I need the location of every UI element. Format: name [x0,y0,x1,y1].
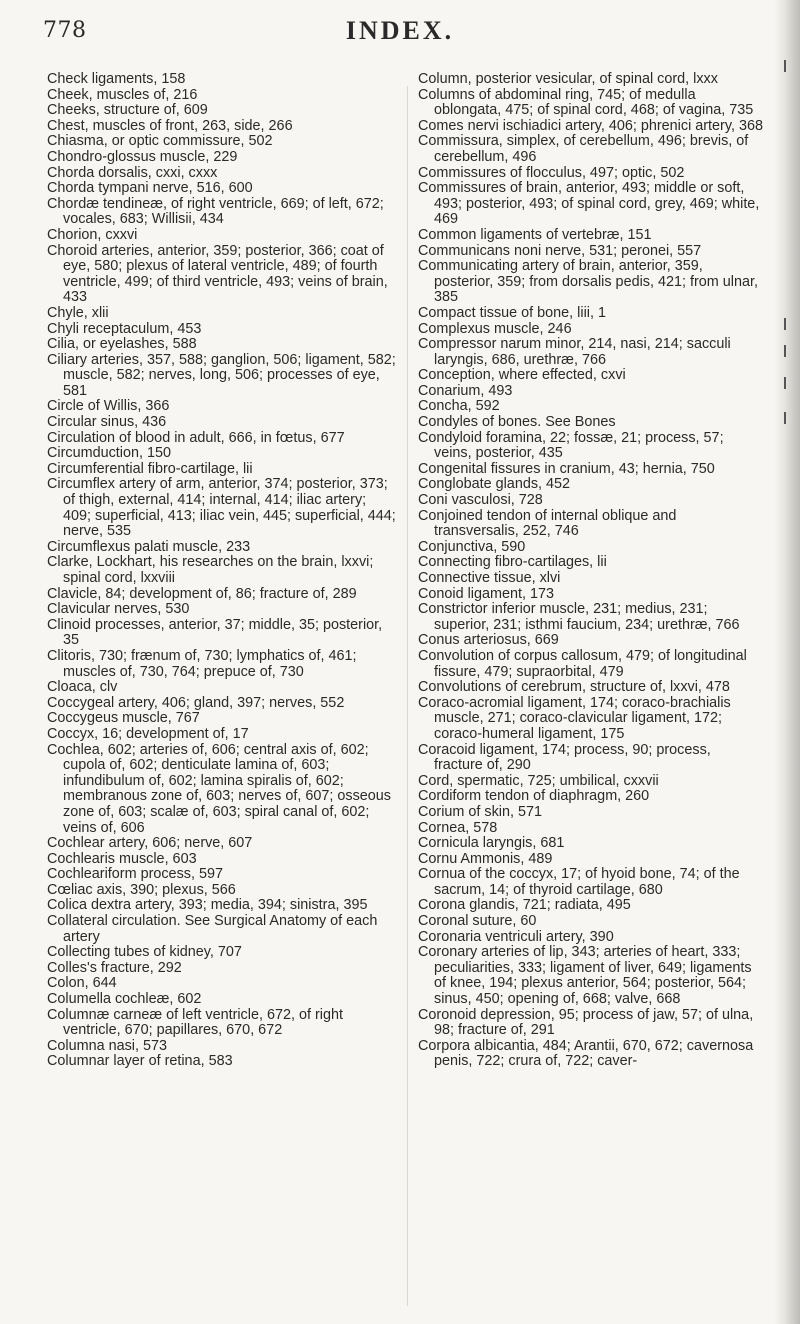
index-entry: Cœliac axis, 390; plexus, 566 [47,881,236,898]
index-entry: Cord, spermatic, 725; umbilical, cxxvii [418,772,659,789]
index-entry: Coronoid depression, 95; process of jaw, 57; of ulna, 98; fracture of, 291 [418,1006,754,1039]
index-entry: Chordæ tendineæ, of right ventricle, 669; of left, 672; vocales, 683; Willisii, 434 [47,195,384,228]
index-entry: Cochleariform process, 597 [47,866,223,883]
index-entry: Cornea, 578 [418,819,498,836]
edge-mark [784,377,790,389]
index-entry: Chorda dorsalis, cxxi, cxxx [47,164,218,181]
index-entry: Condyles of bones. See Bones [418,414,616,431]
index-entry: Convolution of corpus callosum, 479; of longitudinal fissure, 479; supraorbital, 479 [418,647,747,680]
index-entry: Cheeks, structure of, 609 [47,102,208,119]
index-entry: Columnar layer of retina, 583 [47,1053,233,1070]
index-entry: Coronary arteries of lip, 343; arteries of heart, 333; peculiarities, 333; ligament of liver, 649; ligaments of knee, 194; plexus anterior, 564; posterior, 564; sinus, 450; opening of, 668; valve, 668 [418,944,752,1008]
index-entry: Congenital fissures in cranium, 43; hernia, 750 [418,460,715,477]
index-entry: Choroid arteries, anterior, 359; posterior, 366; coat of eye, 580; plexus of lateral ventricle, 489; of fourth ventricle, 499; of third ventricle, 493; veins of brain, 433 [47,242,388,306]
column-divider [407,86,408,1306]
index-entry: Circumflexus palati muscle, 233 [47,538,251,555]
index-entry: Conjunctiva, 590 [418,538,526,555]
index-entry: Columella cochleæ, 602 [47,991,202,1008]
index-entry: Conus arteriosus, 669 [418,632,559,649]
running-head: INDEX. [345,16,455,45]
index-entry: Corium of skin, 571 [418,803,542,820]
index-entry: Coccygeal artery, 406; gland, 397; nerves, 552 [47,694,345,711]
index-entry: Coracoid ligament, 174; process, 90; process, fracture of, 290 [418,741,711,774]
index-entry: Coni vasculosi, 728 [418,492,543,509]
index-entry: Colica dextra artery, 393; media, 394; sinistra, 395 [47,897,368,914]
index-entry: Chest, muscles of front, 263, side, 266 [47,117,293,134]
index-entry: Collecting tubes of kidney, 707 [47,944,242,961]
index-entry: Clitoris, 730; frænum of, 730; lymphatics of, 461; muscles of, 730, 764; prepuce of, 730 [47,647,357,680]
index-entry: Coraco-acromial ligament, 174; coraco-brachialis muscle, 271; coraco-clavicular ligament, 172; coraco-humeral ligament, 175 [418,694,731,742]
index-entry: Commissures of brain, anterior, 493; middle or soft, 493; posterior, 493; of spinal cord, grey, 469; white, 469 [418,180,760,228]
index-entry: Chyli receptaculum, 453 [47,320,202,337]
index-entry: Circumduction, 150 [47,445,171,462]
index-entry: Commissura, simplex, of cerebellum, 496; brevis, of cerebellum, 496 [418,133,749,165]
index-entry: Conjoined tendon of internal oblique and transversalis, 252, 746 [418,507,677,540]
index-entry: Communicating artery of brain, anterior, 359, posterior, 359; from dorsalis pedis, 421; from ulnar, 385 [418,258,758,306]
index-entry: Chiasma, or optic commissure, 502 [47,133,273,150]
edge-mark [784,318,790,330]
index-entry: Collateral circulation. See Surgical Anatomy of each artery [47,913,378,945]
index-entry: Common ligaments of vertebræ, 151 [418,226,652,243]
index-entry: Column, posterior vesicular, of spinal cord, lxxx [418,71,718,87]
index-entry: Comes nervi ischiadici artery, 406; phrenici artery, 368 [418,117,763,134]
index-entry: Circumflex artery of arm, anterior, 374; posterior, 373; of thigh, external, 414; internal, 414; iliac artery; 409; superficial, 413; iliac vein, 445; superficial, 444; nerve, 535 [47,476,396,540]
index-entry: Circle of Willis, 366 [47,398,170,415]
index-entry: Communicans noni nerve, 531; peronei, 557 [418,242,702,259]
index-entry: Corpora albicantia, 484; Arantii, 670, 672; cavernosa penis, 722; crura of, 722; caver- [418,1037,754,1070]
index-entry: Cheek, muscles of, 216 [47,86,198,103]
edge-mark [784,412,790,424]
index-entry: Coccyx, 16; development of, 17 [47,725,249,742]
index-column-left [47,72,397,1070]
edge-mark [784,345,790,357]
index-entry: Columns of abdominal ring, 745; of medulla oblongata, 475; of spinal cord, 468; of vagina, 735 [418,86,754,119]
index-entry: Cordiform tendon of diaphragm, 260 [418,788,650,805]
index-entry: Constrictor inferior muscle, 231; medius, 231; superior, 231; isthmi faucium, 234; urethræ, 766 [418,601,740,633]
index-entry: Connecting fibro-cartilages, lii [418,554,607,571]
index-entry: Circumferential fibro-cartilage, lii [47,460,253,477]
index-entry: Compact tissue of bone, liii, 1 [418,304,606,321]
index-entry: Cochlear artery, 606; nerve, 607 [47,835,253,852]
index-entry: Clavicular nerves, 530 [47,601,190,618]
index-entry: Conarium, 493 [418,382,513,399]
index-entry: Columna nasi, 573 [47,1037,167,1054]
index-entry: Chorda tympani nerve, 516, 600 [47,180,253,197]
index-entry: Coccygeus muscle, 767 [47,710,200,727]
index-entry: Colon, 644 [47,975,117,992]
index-entry: Chyle, xlii [47,304,109,321]
index-entry: Convolutions of cerebrum, structure of, lxxvi, 478 [418,679,730,696]
index-entry: Colles's fracture, 292 [47,959,182,976]
index-entry: Check ligaments, 158 [47,71,186,87]
index-entry: Circulation of blood in adult, 666, in fœtus, 677 [47,429,345,446]
index-entry: Complexus muscle, 246 [418,320,572,337]
index-entry: Clavicle, 84; development of, 86; fracture of, 289 [47,585,357,602]
index-entry: Columnæ carneæ of left ventricle, 672, of right ventricle, 670; papillares, 670, 672 [47,1006,343,1039]
index-entry: Cloaca, clv [47,679,118,696]
index-column-right [418,72,763,1070]
index-entry: Concha, 592 [418,398,500,415]
index-entry: Conoid ligament, 173 [418,585,555,602]
index-entry: Conception, where effected, cxvi [418,367,626,384]
index-entry: Conglobate glands, 452 [418,476,571,493]
index-entry: Cornua of the coccyx, 17; of hyoid bone, 74; of the sacrum, 14; of thyroid cartilage, 680 [418,866,740,898]
index-entry: Ciliary arteries, 357, 588; ganglion, 506; ligament, 582; muscle, 582; nerves, long, 506; processes of eye, 581 [47,351,396,399]
index-entry: Clinoid processes, anterior, 37; middle, 35; posterior, 35 [47,616,383,649]
index-entry: Clarke, Lockhart, his researches on the brain, lxxvi; spinal cord, lxxviii [47,554,374,586]
index-entry: Cornu Ammonis, 489 [418,850,553,867]
page-edge-shadow [774,0,800,1324]
index-entry: Cornicula laryngis, 681 [418,835,565,852]
index-entry: Cochlea, 602; arteries of, 606; central axis of, 602; cupola of, 602; denticulate lamina of, 603; infundibulum of, 602; lamina spiralis of, 602; membranous zone of, 603; nerves of, 607; osseous zone of, 603; scalæ of, 603; spiral canal of, 602; veins of, 606 [47,741,391,836]
index-entry: Condyloid foramina, 22; fossæ, 21; process, 57; veins, posterior, 435 [418,429,724,462]
index-entry: Circular sinus, 436 [47,414,167,431]
index-entry: Compressor narum minor, 214, nasi, 214; sacculi laryngis, 686, urethræ, 766 [418,336,731,368]
index-entry: Cochlearis muscle, 603 [47,850,197,867]
index-entry: Cilia, or eyelashes, 588 [47,336,197,353]
index-entry: Coronal suture, 60 [418,913,537,930]
index-entry: Corona glandis, 721; radiata, 495 [418,897,631,914]
index-entry: Chorion, cxxvi [47,226,138,243]
page-number: 778 [43,18,87,43]
index-entry: Commissures of flocculus, 497; optic, 502 [418,164,685,181]
index-entry: Connective tissue, xlvi [418,570,561,586]
edge-mark [784,60,790,72]
index-entry: Coronaria ventriculi artery, 390 [418,928,614,945]
index-entry: Chondro-glossus muscle, 229 [47,148,238,165]
